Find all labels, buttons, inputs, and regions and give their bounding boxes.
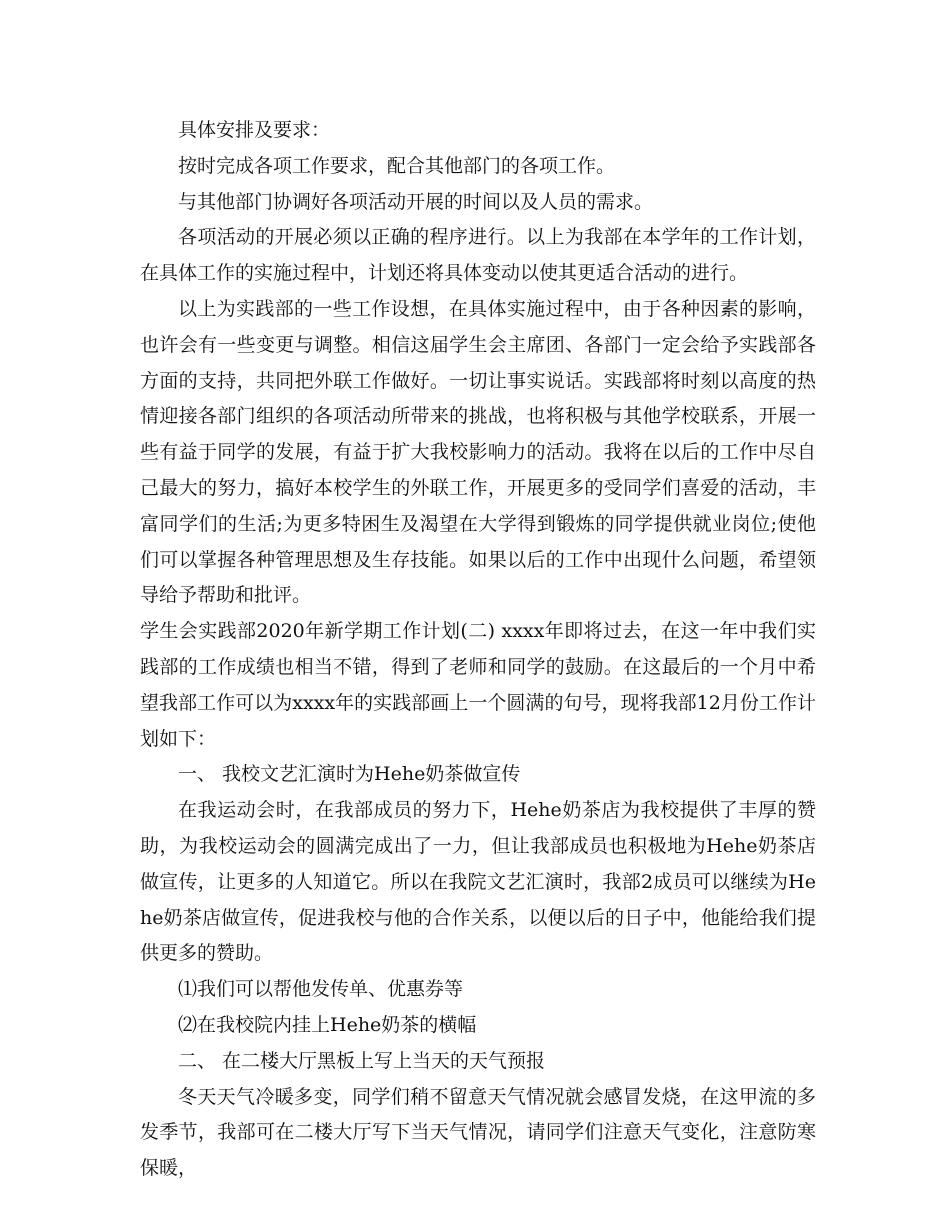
paragraph-activities-procedure: 各项活动的开展必须以正确的程序进行。以上为我部在本学年的工作计划，在具体工作的实施过程中，计划还将具体变动以使其更适合活动的进行。: [140, 226, 816, 285]
sub-item-1: ⑴我们可以帮他发传单、优惠券等: [178, 978, 464, 1001]
item-paragraph-2: 冬天天气冷暖多变，同学们稍不留意天气情况就会感冒发烧，在这甲流的多发季节，我部可在二楼大厅写下当天气情况，请同学们注意天气变化，注意防寒保暖，: [140, 1085, 816, 1180]
item-heading-2: 二、 在二楼大厅黑板上写上当天的天气预报: [178, 1049, 546, 1072]
paragraph-work-vision: 以上为实践部的一些工作设想，在具体实施过程中，由于各种因素的影响，也许会有一些变更与调整。相信这届学生会主席团、各部门一定会给予实践部各方面的支持，共同把外联工作做好。一切让事实说话。实践部将时刻以高度的热情迎接各部门组织的各项活动所带来的挑战，也将积极与其他学校联系，开展一些有益于同学的发展，有益于扩大我校影响力的活动。我将在以后的工作中尽自己最大的努力，搞好本校学生的外联工作，开展更多的受同学们喜爱的活动，丰富同学们的生活;为更多特困生及渴望在大学得到锻炼的同学提供就业岗位;使他们可以掌握各种管理思想及生存技能。如果以后的工作中出现什么问题，希望领导给予帮助和批评。: [140, 297, 816, 607]
section-title: 学生会实践部2020年新学期工作计划(二): [140, 620, 496, 643]
item-paragraph-1: 在我运动会时，在我部成员的努力下，Hehe奶茶店为我校提供了丰厚的赞助，为我校运动会的圆满完成出了一力，但让我部成员也积极地为Hehe奶茶店做宣传，让更多的人知道它。所以在我院文艺汇演时，我部2成员可以继续为Hehe奶茶店做宣传，促进我校与他的合作关系，以便以后的日子中，他能给我们提供更多的赞助。: [140, 799, 816, 965]
document-body: [140, 113, 816, 1187]
paragraph-arrangement-heading: 具体安排及要求：: [178, 119, 331, 141]
paragraph-requirement-1: 按时完成各项工作要求，配合其他部门的各项工作。: [178, 154, 616, 177]
paragraph-section-two: [140, 614, 816, 757]
section-intro: xxxx年即将过去，在这一年中我们实践部的工作成绩也相当不错，得到了老师和同学的鼓励。在这最后的一个月中希望我部工作可以为xxxx年的实践部画上一个圆满的句号，现将我部12月份工作计划如下：: [140, 620, 816, 750]
item-heading-1: 一、 我校文艺汇演时为Hehe奶茶做宣传: [178, 763, 521, 786]
paragraph-requirement-2: 与其他部门协调好各项活动开展的时间以及人员的需求。: [178, 190, 654, 213]
sub-item-2: ⑵在我校院内挂上Hehe奶茶的横幅: [178, 1013, 477, 1036]
